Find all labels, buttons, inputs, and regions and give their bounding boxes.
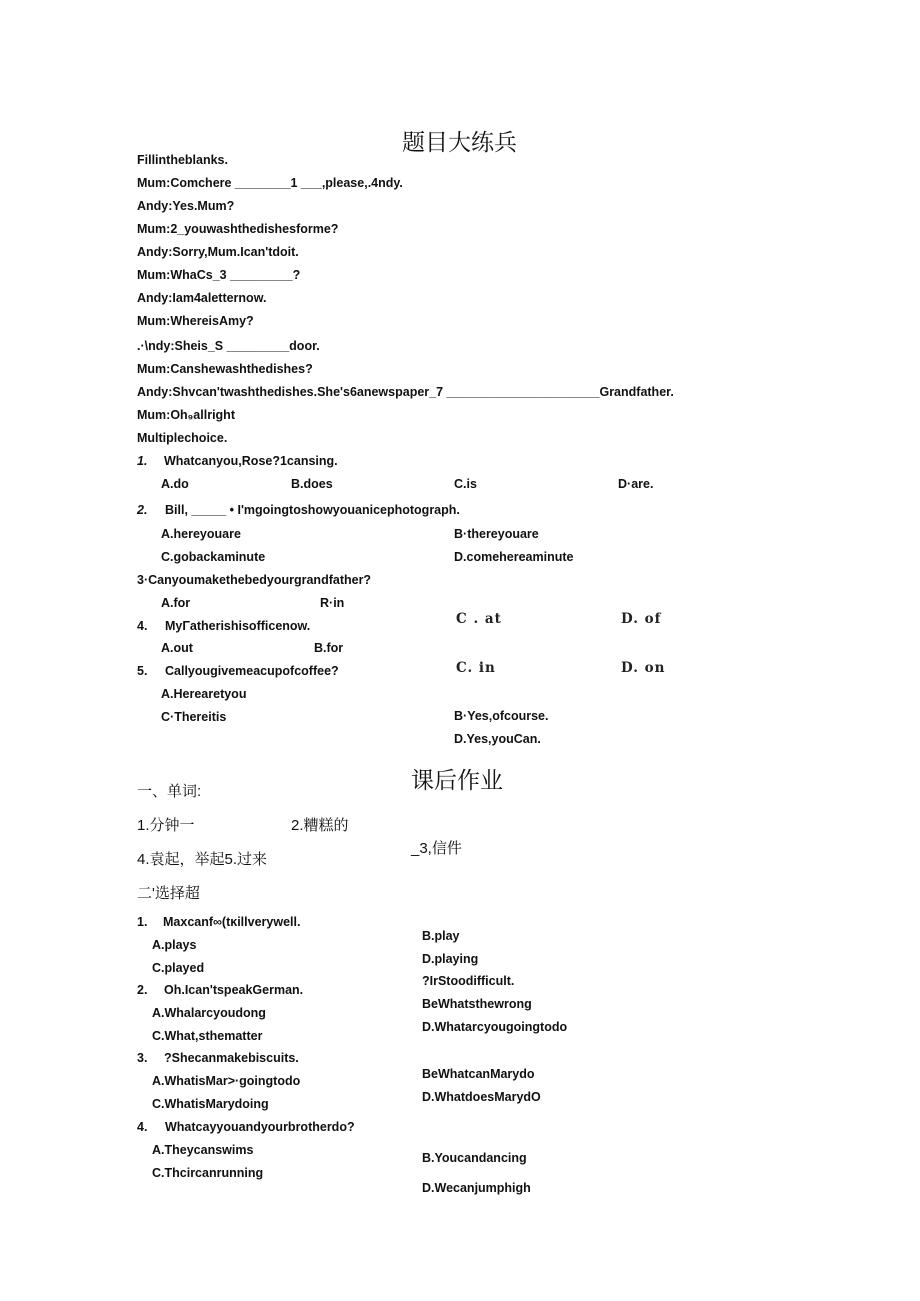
question-number: 2. (137, 983, 148, 997)
option-c: C. in (456, 660, 496, 676)
option-c: C.gobackaminute (161, 550, 266, 564)
homework-title: 课后作业 (411, 767, 503, 793)
option-d: D.Yes,youCan. (454, 732, 541, 746)
section-heading-vocab: 一、单词: (137, 783, 202, 800)
section-heading-choose: 二'选择超 (137, 885, 200, 902)
option-c: C·Thereitis (161, 710, 227, 724)
section-heading-mc: Multiplechoice. (137, 431, 228, 445)
option-a: A.Herearetyou (161, 687, 247, 701)
option-a: A.do (161, 477, 189, 491)
question-number: 5. (137, 664, 148, 678)
dialogue-line: Mum:Canshewashthedishes? (137, 362, 313, 376)
question-text: Maxcanf∞(tĸillverywell. (163, 915, 301, 929)
option-a: A.out (161, 641, 193, 655)
option-d: D. of (621, 611, 662, 627)
dialogue-line: Mum:WhaCs_3 _________? (137, 268, 301, 282)
option-d: D.WhatdoesMarydO (422, 1090, 541, 1104)
option-b: R·in (320, 596, 345, 610)
option-a: A.Whalarcyoudong (152, 1006, 266, 1020)
vocab-item: _3,信件 (411, 840, 462, 857)
option-a: A.Theycanswims (152, 1143, 254, 1157)
option-a: A.for (161, 596, 191, 610)
vocab-item: 1.分钟一 (137, 817, 195, 834)
question-text: MyΓatherishisofficenow. (165, 619, 311, 633)
option-a: A.plays (152, 938, 197, 952)
option-c: C.played (152, 961, 205, 975)
question-text-continued: ?IrStoodifficult. (422, 974, 515, 988)
option-b: B·thereyouare (454, 527, 539, 541)
option-c: C.WhatisMarydoing (152, 1097, 269, 1111)
option-b: BeWhatcanMarydo (422, 1067, 535, 1081)
option-c: C . at (456, 611, 502, 627)
option-b: B.Youcandancing (422, 1151, 527, 1165)
dialogue-line: Mum:Comchere ________1 ___,please,.4ndy. (137, 176, 403, 190)
question-text: 3·Canyoumakethebedyourgrandfather? (137, 573, 372, 587)
option-a: A.hereyouare (161, 527, 241, 541)
option-c: C.Thcircanrunning (152, 1166, 264, 1180)
vocab-item: 2.糟糕的 (291, 817, 349, 834)
dialogue-line: Mum:Oh₉allright (137, 408, 235, 422)
option-b: B.for (314, 641, 344, 655)
question-number: 1. (137, 915, 148, 929)
option-b: BeWhatsthewrong (422, 997, 532, 1011)
option-c: C.What,sthematter (152, 1029, 263, 1043)
option-d: D.Wecanjumphigh (422, 1181, 531, 1195)
question-number: 3. (137, 1051, 148, 1065)
option-d: D. on (621, 660, 666, 676)
option-d: D.playing (422, 952, 479, 966)
option-a: A.WhatisMar>·goingtodo (152, 1074, 301, 1088)
question-number: 1. (137, 454, 148, 468)
question-text: Bill, _____ • I'mgoingtoshowyouanicephotograph. (165, 503, 460, 517)
dialogue-line: Andy:Shvcan'twashthedishes.She's6anewspaper_7 ______________________Grandfather. (137, 385, 674, 399)
dialogue-line: Mum:2_youwashthedishesforme? (137, 222, 339, 236)
option-b: B.does (291, 477, 333, 491)
dialogue-line: Andy:Sorry,Mum.Ican'tdoit. (137, 245, 299, 259)
question-text: ?Shecanmakebiscuits. (164, 1051, 299, 1065)
question-text: Oh.Ican'tspeakGerman. (164, 983, 304, 997)
option-d: D.comehereaminute (454, 550, 574, 564)
dialogue-line: .·\ndy:Sheis_S _________door. (137, 339, 320, 353)
question-text: Callyougivemeacupofcoffee? (165, 664, 339, 678)
dialogue-line: Mum:WhereisAmy? (137, 314, 254, 328)
option-b: B.play (422, 929, 460, 943)
option-d: D.Whatarcyougoingtodo (422, 1020, 568, 1034)
dialogue-line: Andy:Yes.Mum? (137, 199, 235, 213)
question-number: 4. (137, 1120, 148, 1134)
question-number: 4. (137, 619, 148, 633)
section-heading-fill: Fillintheblanks. (137, 153, 228, 167)
question-text: Whatcayyouandyourbrotherdo? (165, 1120, 355, 1134)
question-number: 2. (137, 503, 148, 517)
vocab-item: 4.袁起，举起5.过来 (137, 851, 268, 868)
dialogue-line: Andy:Iam4aletternow. (137, 291, 267, 305)
question-text: Whatcanyou,Rose?1cansing. (164, 454, 338, 468)
option-d: D·are. (618, 477, 654, 491)
option-c: C.is (454, 477, 477, 491)
option-b: B·Yes‚ofcourse. (454, 709, 549, 723)
page-title: 题目大练兵 (402, 129, 517, 155)
